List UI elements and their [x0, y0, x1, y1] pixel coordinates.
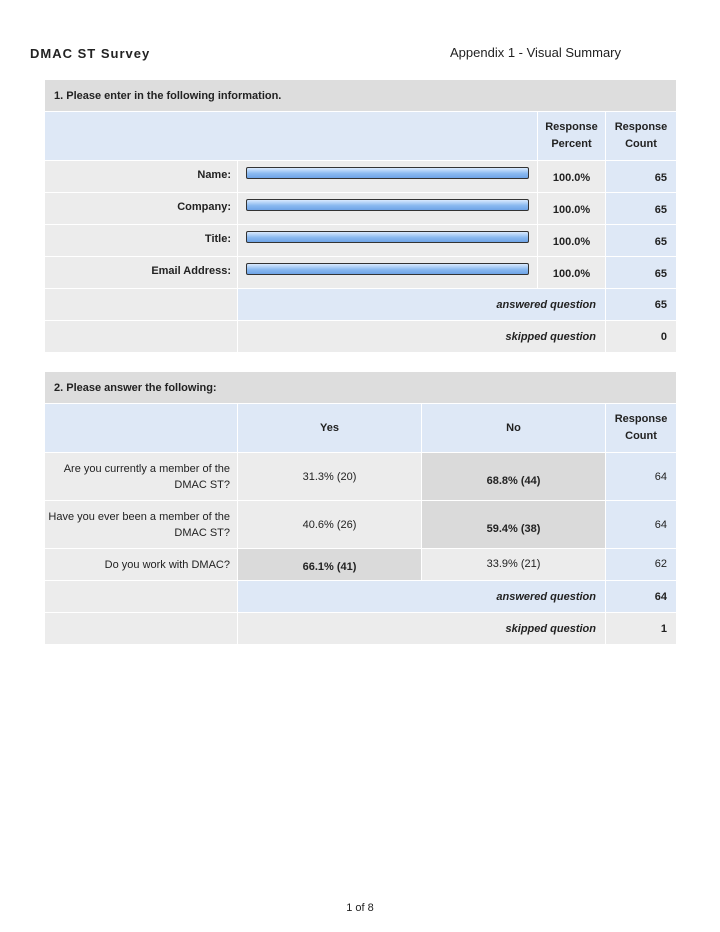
response-count: 65	[606, 225, 677, 257]
response-bar	[246, 167, 529, 179]
response-bar	[246, 263, 529, 275]
appendix-label: Appendix 1 - Visual Summary	[450, 45, 622, 60]
row-label: Have you ever been a member of the DMAC ST?	[45, 501, 238, 549]
no-column-header: No	[422, 404, 606, 453]
response-count-header: Response Count	[606, 112, 677, 161]
yes-value: 66.1% (41)	[238, 549, 422, 581]
question-1-header	[45, 80, 677, 112]
answered-question-row	[45, 289, 677, 321]
question-1-text: 1. Please enter in the following information.	[45, 80, 677, 112]
response-percent: 100.0%	[538, 225, 606, 257]
skipped-question-label: skipped question	[238, 613, 606, 645]
response-percent-header: Response Percent	[538, 112, 606, 161]
no-value: 59.4% (38)	[422, 501, 606, 549]
no-value: 33.9% (21)	[422, 549, 606, 581]
response-count-header: Response Count	[606, 404, 677, 453]
question-1-column-headers	[45, 112, 677, 161]
response-count: 65	[606, 257, 677, 289]
response-bar-cell	[238, 225, 538, 257]
response-percent: 100.0%	[538, 161, 606, 193]
response-percent: 100.0%	[538, 193, 606, 225]
table-row	[45, 225, 677, 257]
page-number: 1 of 8	[346, 902, 374, 914]
skipped-question-row	[45, 613, 677, 645]
response-percent: 100.0%	[538, 257, 606, 289]
skipped-question-count: 0	[606, 321, 677, 353]
question-2-header	[45, 372, 677, 404]
table-row	[45, 453, 677, 501]
answered-question-count: 64	[606, 581, 677, 613]
answered-question-count: 65	[606, 289, 677, 321]
skipped-question-count: 1	[606, 613, 677, 645]
response-count: 65	[606, 193, 677, 225]
row-label: Name:	[45, 161, 238, 193]
yes-column-header: Yes	[238, 404, 422, 453]
yes-value: 31.3% (20)	[238, 453, 422, 501]
question-2-text: 2. Please answer the following:	[45, 372, 677, 404]
row-label: Email Address:	[45, 257, 238, 289]
skipped-question-label: skipped question	[238, 321, 606, 353]
row-label: Company:	[45, 193, 238, 225]
table-row	[45, 193, 677, 225]
table-row	[45, 549, 677, 581]
question-2-table	[44, 371, 677, 645]
yes-value: 40.6% (26)	[238, 501, 422, 549]
response-count: 65	[606, 161, 677, 193]
document-title: DMAC ST Survey	[30, 46, 151, 61]
row-label: Title:	[45, 225, 238, 257]
response-bar	[246, 231, 529, 243]
table-row	[45, 501, 677, 549]
answered-question-label: answered question	[238, 289, 606, 321]
row-label: Do you work with DMAC?	[45, 549, 238, 581]
response-count: 62	[606, 549, 677, 581]
answered-question-label: answered question	[238, 581, 606, 613]
table-row	[45, 161, 677, 193]
row-label: Are you currently a member of the DMAC ST?	[45, 453, 238, 501]
response-bar-cell	[238, 161, 538, 193]
response-count: 64	[606, 501, 677, 549]
response-bar	[246, 199, 529, 211]
no-value: 68.8% (44)	[422, 453, 606, 501]
response-count: 64	[606, 453, 677, 501]
response-bar-cell	[238, 193, 538, 225]
question-1-table	[44, 79, 677, 353]
response-bar-cell	[238, 257, 538, 289]
skipped-question-row	[45, 321, 677, 353]
table-row	[45, 257, 677, 289]
question-2-column-headers	[45, 404, 677, 453]
answered-question-row	[45, 581, 677, 613]
